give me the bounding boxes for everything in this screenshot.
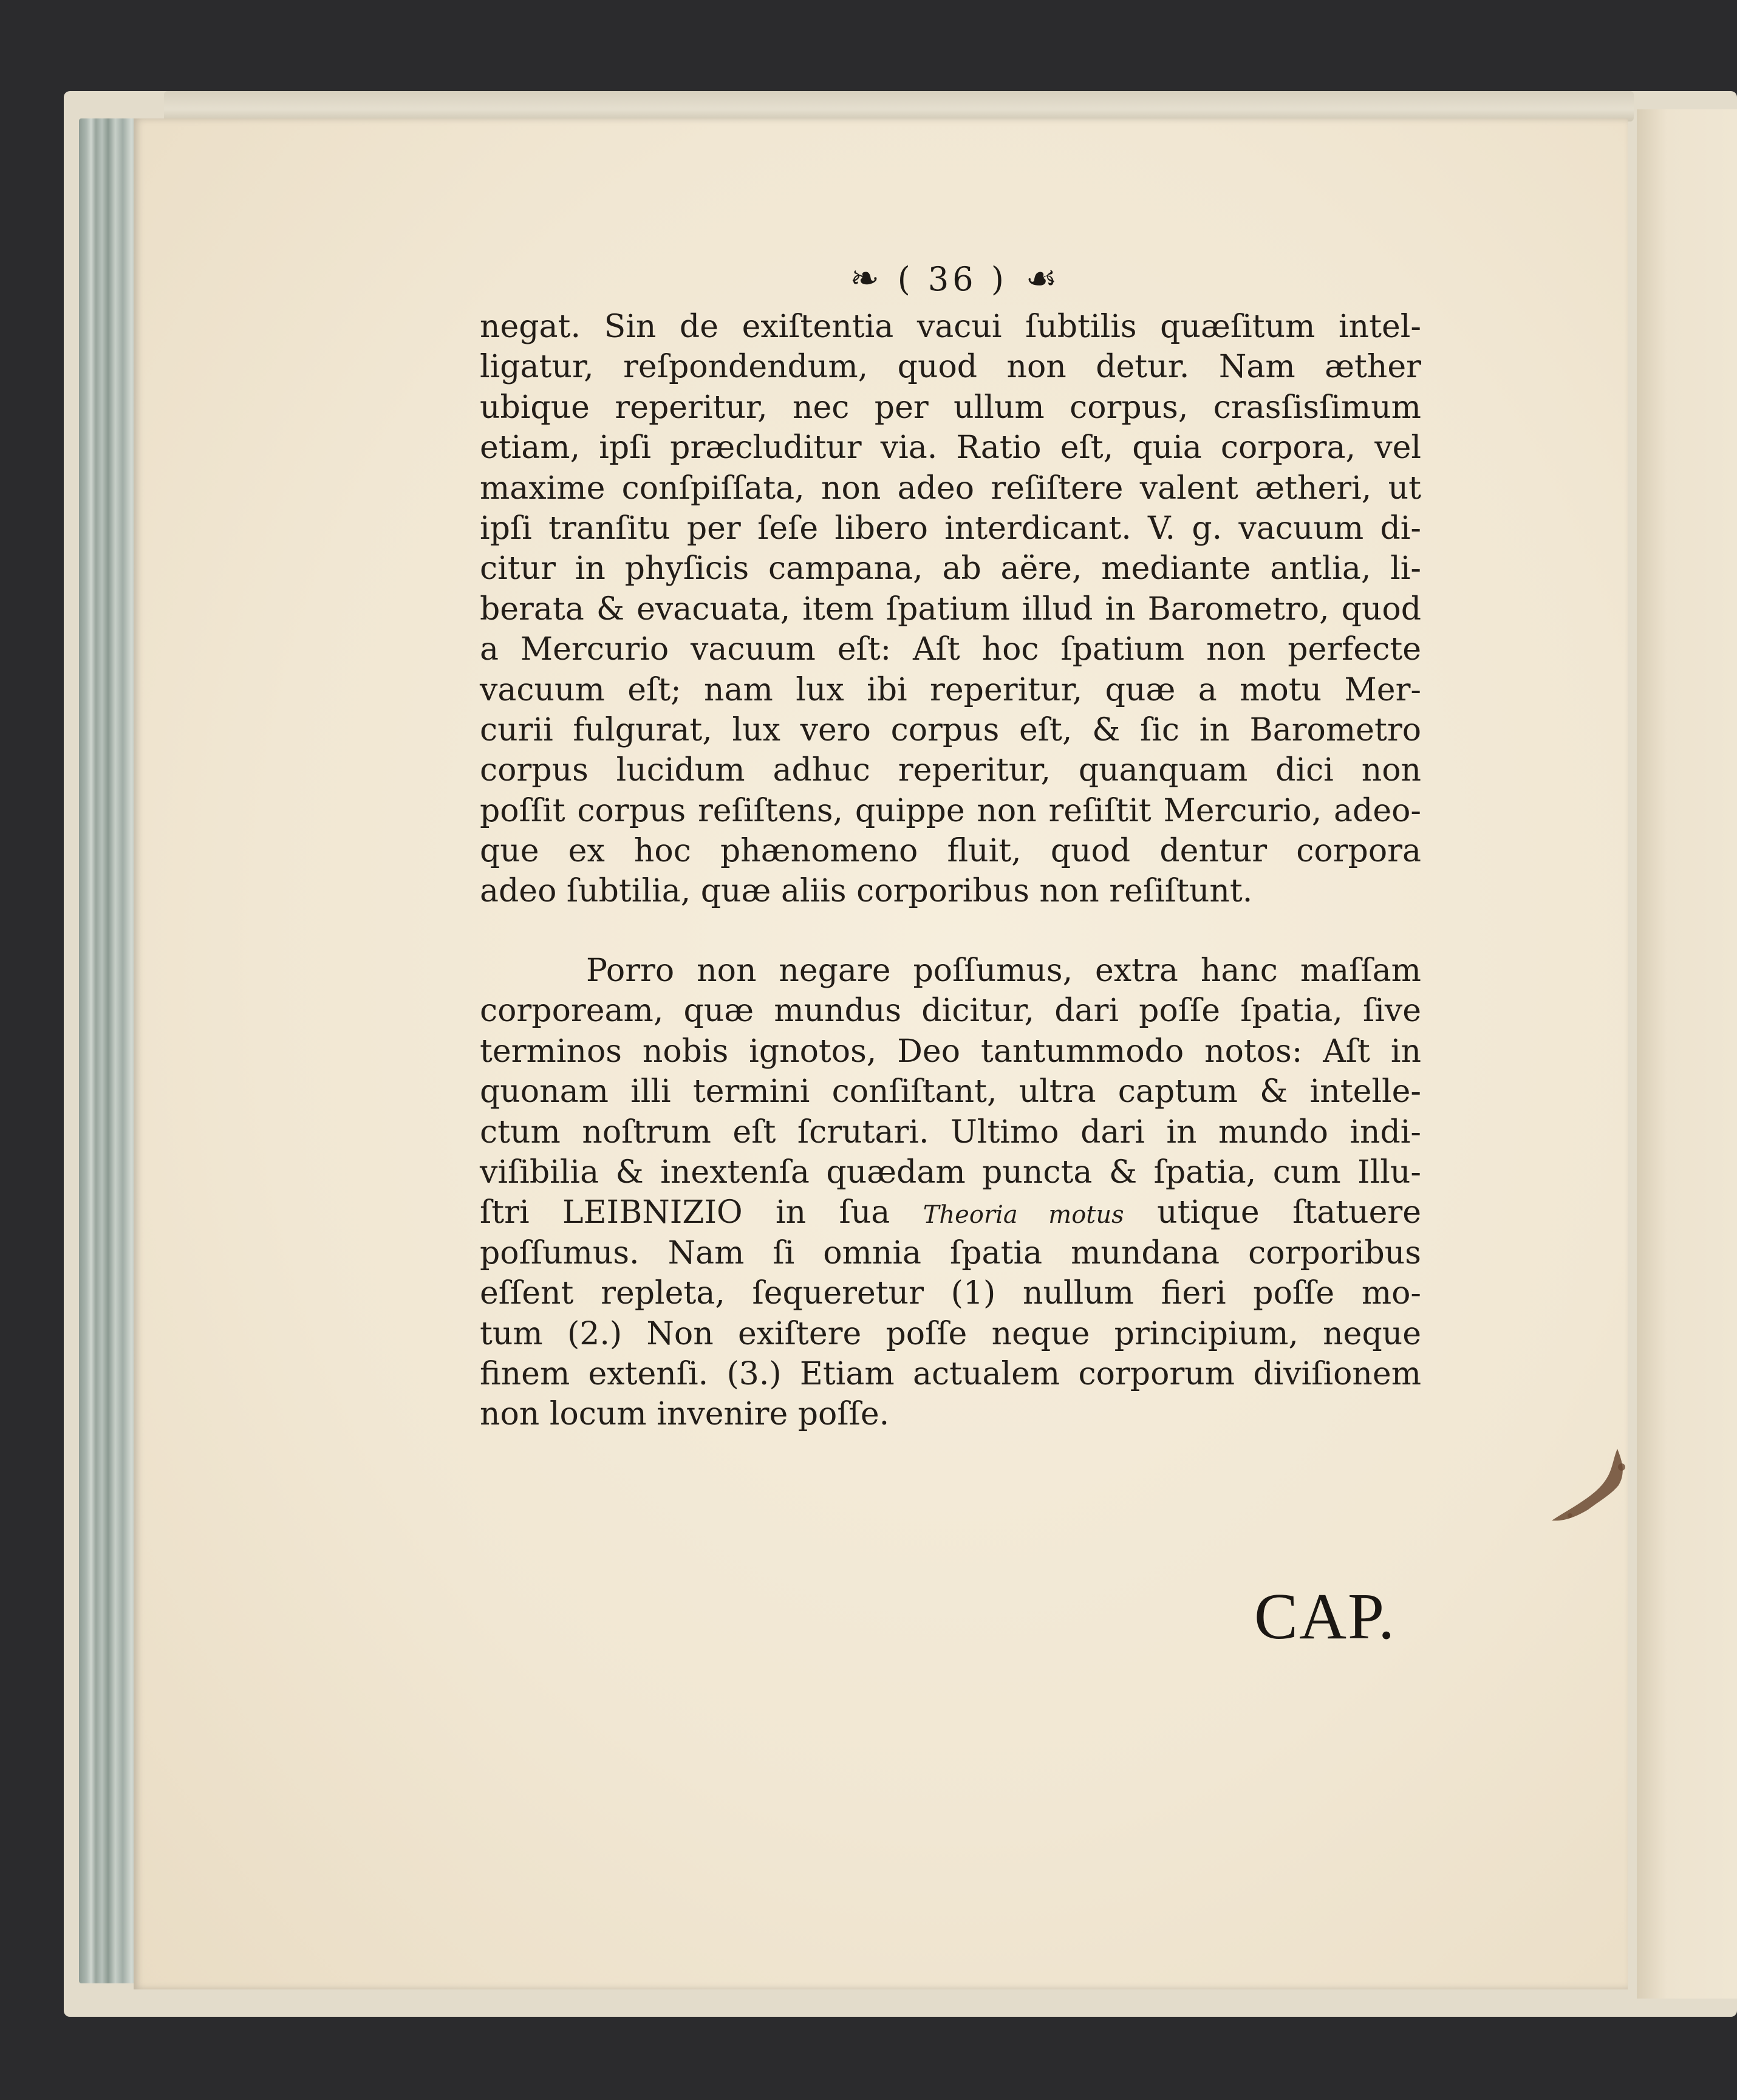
text-line: poſſit corpus reſiſtens, quippe non reſiſtit Mercurio, adeo- <box>480 792 1421 829</box>
ornament-right-icon: ☙ <box>1025 258 1057 299</box>
page-top-edge <box>164 91 1634 121</box>
text-line: non locum invenire poſſe. <box>480 1396 890 1433</box>
catchword: CAP. <box>1254 1581 1396 1653</box>
text-line: Porro non negare poſſumus, extra hanc maſſam <box>586 953 1421 989</box>
text-line: ctum noſtrum eſt ſcrutari. Ultimo dari in mundo indi- <box>480 1113 1421 1151</box>
page-number: ( 36 ) <box>897 260 1008 298</box>
text-line: tum (2.) Non exiſtere poſſe neque principium, neque <box>480 1315 1421 1352</box>
text-line: viſibilia & inextenſa quædam puncta & ſpatia, cum Illu- <box>480 1154 1421 1191</box>
text-line: etiam, ipſi præcluditur via. Ratio eſt, quia corpora, vel <box>480 429 1421 467</box>
text-line: adeo ſubtilia, quæ aliis corporibus non reſiſtunt. <box>480 873 1253 910</box>
text-line: a Mercurio vacuum eſt: Aſt hoc ſpatium non perfecte <box>480 631 1421 668</box>
page-header <box>832 255 1075 299</box>
text-line: finem extenſi. (3.) Etiam actualem corporum diviſionem <box>480 1355 1421 1392</box>
paragraph-1 <box>480 307 1421 912</box>
text-line: citur in phyſicis campana, ab aëre, mediante antlia, li- <box>480 550 1421 587</box>
text-fragment: utique ſtatuere <box>1157 1194 1422 1231</box>
text-line: quonam illi termini conſiſtant, ultra captum & intelle- <box>480 1073 1421 1110</box>
text-line: ubique reperitur, nec per ullum corpus, crasſisſimum <box>480 389 1421 426</box>
text-line-with-title <box>480 1192 1421 1233</box>
text-line: corpoream, quæ mundus dicitur, dari poſſe ſpatia, ſive <box>480 993 1421 1030</box>
text-line: vacuum eſt; nam lux ibi reperitur, quæ a motu Mer- <box>480 671 1421 708</box>
text-line: negat. Sin de exiſtentia vacui ſubtilis quæſitum intel- <box>480 309 1421 345</box>
paragraph-2 <box>480 951 1421 1435</box>
text-line: eſſent repleta, ſequeretur (1) nullum fieri poſſe mo- <box>480 1275 1421 1312</box>
text-line: que ex hoc phænomeno fluit, quod dentur corpora <box>480 833 1421 870</box>
text-line: curii fulgurat, lux vero corpus eſt, & ſic in Barometro <box>480 711 1421 748</box>
text-line: ipſi tranſitu per ſeſe libero interdicant. V. g. vacuum di- <box>480 510 1421 547</box>
facing-page <box>1637 109 1737 1999</box>
ink-stain-icon <box>1546 1443 1631 1534</box>
text-line: berata & evacuata, item ſpatium illud in Barometro, quod <box>480 590 1421 628</box>
text-line: corpus lucidum adhuc reperitur, quanquam dici non <box>480 752 1421 789</box>
italic-title: Theoria motus <box>923 1201 1124 1230</box>
ornament-left-icon: ❧ <box>850 258 879 299</box>
text-fragment: ſtri LEIBNIZIO in ſua <box>480 1194 890 1231</box>
text-line: maxime conſpiſſata, non adeo reſiſtere valent ætheri, ut <box>480 470 1421 507</box>
text-line: ligatur, reſpondendum, quod non detur. Nam æther <box>480 349 1421 386</box>
text-line: terminos nobis ignotos, Deo tantummodo notos: Aſt in <box>480 1033 1421 1070</box>
text-line: poſſumus. Nam ſi omnia ſpatia mundana corporibus <box>480 1234 1421 1271</box>
